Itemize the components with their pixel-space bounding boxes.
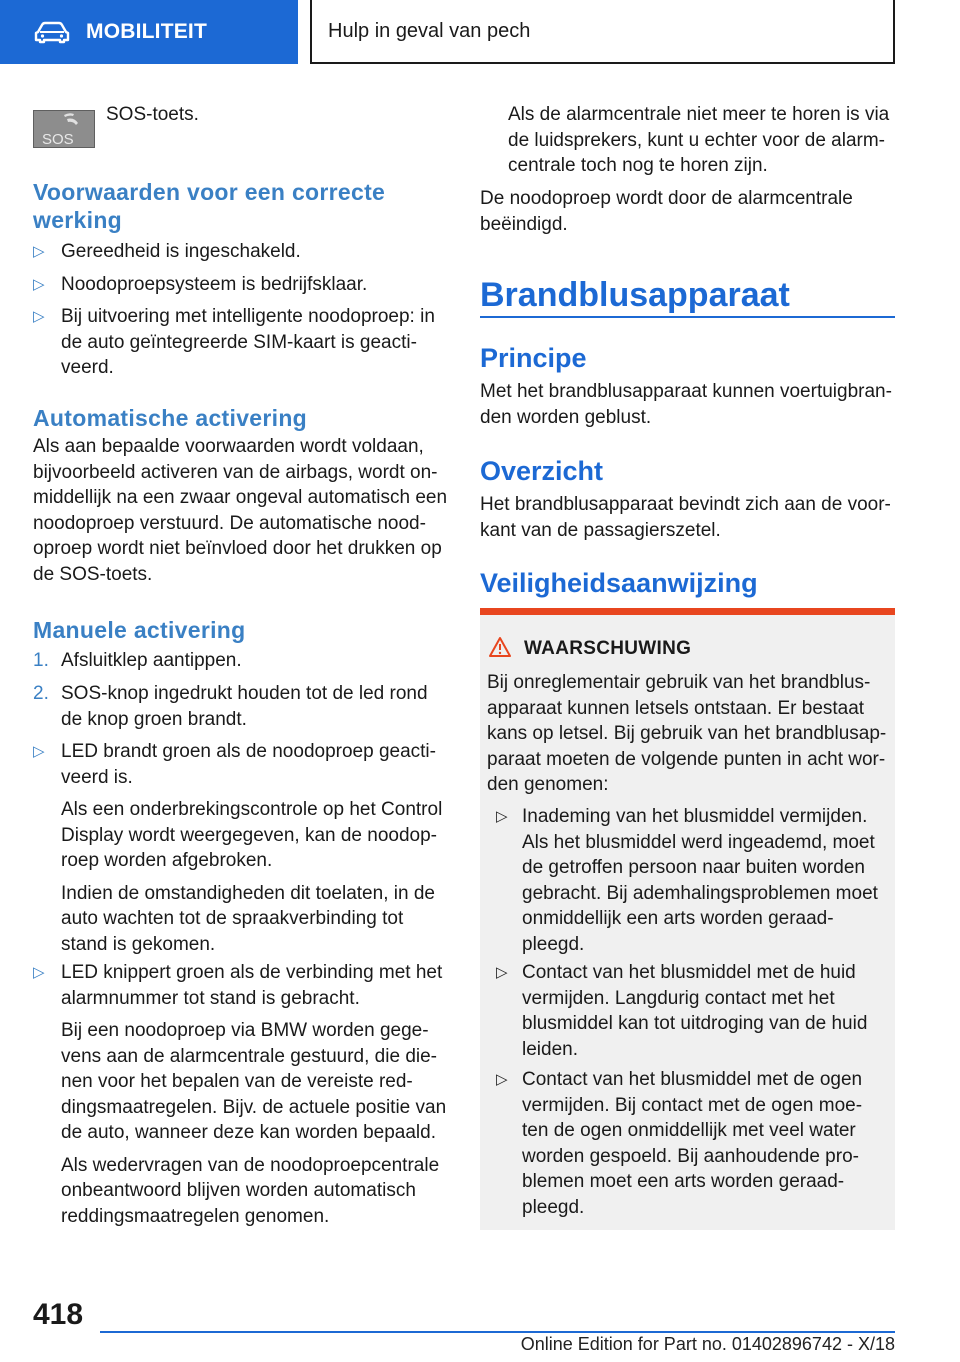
principle-text: Met het brandblusapparaat kunnen voertuigbran- den worden geblust.	[480, 381, 892, 428]
triangle-bullet-icon: ▷	[496, 808, 508, 825]
auto-activation-text: Als aan bepaalde voorwaarden wordt voldaan, bijvoorbeeld activeren van de airbags, wordt on- middellijk na een zwaar ongeval automatisch een noodoproep verstuurd. De automatische nood- oproep wordt niet beïnvloed door het drukken op de SOS-toets.	[33, 436, 448, 585]
warning-title: WAARSCHUWING	[524, 638, 692, 659]
svg-text:SOS: SOS	[42, 131, 74, 148]
footer-edition: Online Edition for Part no. 01402896742 - X/18	[520, 1334, 895, 1354]
heading-manual-activation: Manuele activering	[33, 617, 246, 643]
warning-bar	[480, 608, 895, 615]
warning-intro: Bij onreglementair gebruik van het brandblus- apparaat kunnen letsels ontstaan. Er bestaat kans op letsel. Bij gebruik van het brandblusap- paraat moeten de volgende punten in acht wor- den genomen:	[487, 672, 887, 795]
heading-auto-activation: Automatische activering	[33, 405, 308, 431]
car-icon	[34, 20, 70, 44]
chapter-title: Hulp in geval van pech	[328, 19, 531, 42]
continued-paragraph: Als de alarmcentrale niet meer te horen is via de luidsprekers, kunt u echter voor de alarm- centrale toch nog te horen zijn.	[508, 104, 890, 176]
page-title: Brandblusapparaat	[480, 276, 790, 314]
sos-button-icon	[33, 110, 95, 148]
title-rule	[480, 316, 895, 318]
chapter-header	[310, 0, 895, 64]
sos-caption: SOS-toets.	[106, 104, 199, 125]
end-paragraph: De noodoproep wordt door de alarmcentrale beëindigd.	[480, 188, 853, 235]
heading-conditions: Voorwaarden voor een correcte werking	[33, 179, 386, 233]
triangle-bullet-icon: ▷	[33, 243, 45, 260]
triangle-bullet-icon: ▷	[33, 308, 45, 325]
triangle-bullet-icon: ▷	[33, 964, 45, 981]
triangle-bullet-icon: ▷	[496, 1071, 508, 1088]
warning-box: WAARSCHUWING Bij onreglementair gebruik van het brandblus- apparaat kunnen letsels ontstaan. Er bestaat kans op letsel. Bij gebruik van het brandblusap- paraat moeten de volgende punten in acht wor- den genomen: ▷ Inademing van het blusmiddel vermijden. Als het blusmiddel werd ingeademd, moet de getroffen persoon naar buiten worden gebracht. Bij ademhalingsproblemen moet onmiddellijk een arts worden geraad- pleegd. ▷ Contact van het blusmiddel met de huid vermijden. Langdurig contact met het blusmiddel kan tot uitdroging van de huid leiden. ▷ Contact van het blusmiddel met de ogen vermijden. Bij contact met de ogen moe- ten de ogen onmiddellijk met veel water worden gespoeld. Bij aanhoudende pro- blemen moet een arts worden geraad- pleegd.	[480, 608, 895, 1230]
section-label: MOBILITEIT	[86, 20, 207, 43]
heading-safety: Veiligheidsaanwijzing	[480, 568, 758, 598]
triangle-bullet-icon: ▷	[33, 276, 45, 293]
footer-rule	[100, 1331, 895, 1333]
triangle-bullet-icon: ▷	[33, 743, 45, 760]
warning-triangle-icon	[488, 636, 512, 658]
overview-text: Het brandblusapparaat bevindt zich aan de voor- kant van de passagierszetel.	[480, 494, 891, 541]
section-tab[interactable]	[0, 0, 298, 64]
triangle-bullet-icon: ▷	[496, 964, 508, 981]
heading-principle: Principe	[480, 343, 587, 373]
page-number: 418	[33, 1298, 84, 1331]
heading-overview: Overzicht	[480, 456, 604, 486]
